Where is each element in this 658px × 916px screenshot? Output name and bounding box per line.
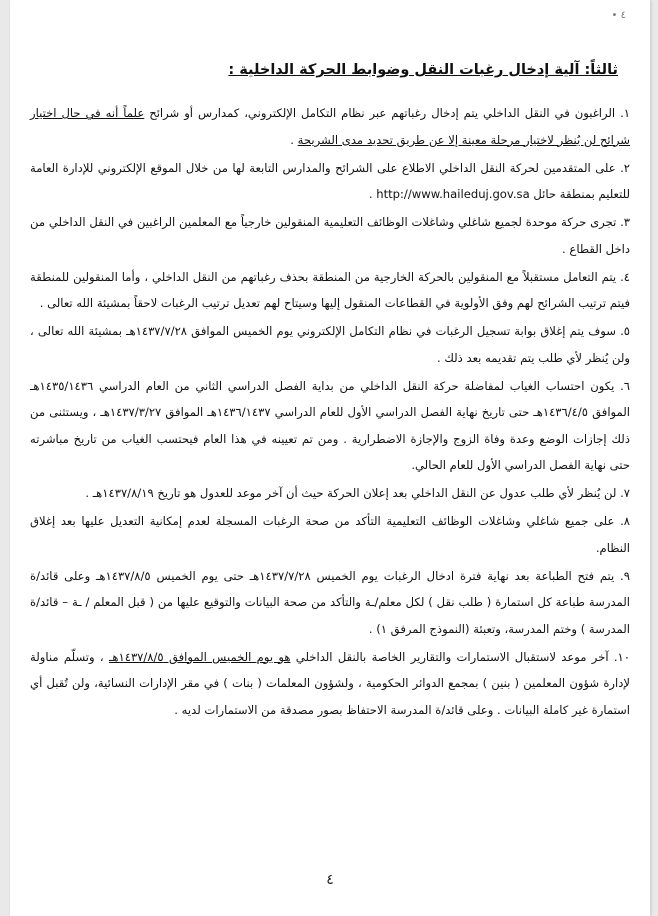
paragraph-text: ٢. على المتقدمين لحركة النقل الداخلي الاطلاع على الشرائح والمدارس التابعة لها من خلال الموقع الإلكتروني للإدارة العامة للتعليم بمنطقة حائل (30, 160, 630, 201)
paragraph-8: ٨. على جميع شاغلي وشاغلات الوظائف التعليمية التأكد من صحة الرغبات المسجلة لعدم إمكانية التعديل عليها بعد إغلاق النظام. (30, 514, 630, 555)
document-page (10, 0, 650, 916)
paragraph-7: ٧. لن يُنظر لأي طلب عدول عن النقل الداخلي بعد إعلان الحركة حيث أن آخر موعد للعدول هو تاريخ ١٤٣٧/٨/١٩هـ . (85, 486, 630, 500)
paragraph-tail: ، وتسلّم مناولة لإدارة شؤون المعلمين ( بنين ) بمجمع الدوائر الحكومية ، ولشؤون المعلمات ( بنات ) في مقر الإدارات النسائية، ولن تُقبل أي استمارة غير كاملة البيانات . وعلى قائد/ة المدرسة الاحتفاظ بصور مصدقة من الاستمارات لديه . (30, 649, 630, 717)
paragraph-underlined-note: علماً أنه في حال اختيار شرائح لن يُنظر لاختيار مرحلة معينة إلا عن طريق تحديد مدى الشريحة (30, 106, 630, 147)
page-number: ٤ (326, 872, 334, 888)
paragraph-tail: . (368, 187, 377, 201)
paragraph-10 (30, 644, 630, 724)
paragraph-tail: . (290, 132, 298, 147)
website-url: http://www.haileduj.gov.sa (376, 187, 530, 201)
section-heading: ثالثاً: آلية إدخال رغبات النقل وضوابط الحركة الداخلية : (228, 62, 618, 78)
paragraph-9: ٩. يتم فتح الطباعة بعد نهاية فترة ادخال الرغبات يوم الخميس ١٤٣٧/٧/٢٨هـ حتى يوم الخميس ١٤٣٧/٨/٥هـ وعلى قائد/ة المدرسة طباعة كل استمارة ( طلب نقل ) لكل معلم/ـة والتأكد من صحة البيانات والتوقيع عليها من ( قبل المعلم / ـة – قائد/ة المدرسة ) وختم المدرسة، وتعبئة (النموذج المرفق ١) . (30, 568, 630, 636)
paragraph-5: ٥. سوف يتم إغلاق بوابة تسجيل الرغبات في نظام التكامل الإلكتروني يوم الخميس الموافق ١٤٣٧/٧/٢٨هـ بمشيئة الله تعالى ، ولن يُنظر لأي طلب يتم تقديمه بعد ذلك . (30, 324, 630, 365)
paragraph-3: ٣. تجرى حركة موحدة لجميع شاغلي وشاغلات الوظائف التعليمية المنقولين خارجياً مع المعلمين الراغبين في النقل الداخلي من داخل القطاع . (30, 215, 630, 256)
paragraph-text: ١٠. آخر موعد لاستقبال الاستمارات والتقارير الخاصة بالنقل الداخلي (290, 649, 631, 664)
document-body (30, 62, 630, 725)
paragraph-text: ١. الراغبون في النقل الداخلي يتم إدخال رغباتهم عبر نظام التكامل الإلكتروني، كمدارس أو شرائح (144, 106, 631, 120)
paragraph-6: ٦. يكون احتساب الغياب لمفاضلة حركة النقل الداخلي من بداية الفصل الدراسي الثاني من العام الدراسي ١٤٣٥/١٤٣٦هـ الموافق ١٤٣٦/٤/٥هـ حتى تاريخ نهاية الفصل الدراسي الأول للعام الدراسي ١٤٣٦/١٤٣٧هـ الموافق ١٤٣٧/٣/٢٧هـ ، ويستثنى من ذلك إجازات الوضع وعدة وفاة الزوج والإجازة الاضطرارية . ومن تم تعيينه في هذا العام فيحتسب الغياب من تاريخ مباشرته حتى نهاية الفصل الدراسي الأول للعام الحالي. (30, 378, 630, 472)
paragraph-1 (30, 100, 630, 153)
paragraph-underlined-deadline: هو يوم الخميس الموافق ١٤٣٧/٨/٥هـ (108, 649, 291, 664)
paragraph-4: ٤. يتم التعامل مستقبلاً مع المنقولين بالحركة الخارجية من المنطقة بحذف رغباتهم من النقل الداخلي ، وأما المنقولين للمنطقة فيتم ترتيب الشرائح لهم وفق الأولوية في القطاعات المنقول إليها وسيتاح لهم تعديل ترتيب الرغبات لاحقاً بمشيئة الله تعالى . (30, 269, 630, 310)
corner-mark: • ٤ (611, 10, 626, 21)
paragraph-2 (30, 155, 630, 208)
